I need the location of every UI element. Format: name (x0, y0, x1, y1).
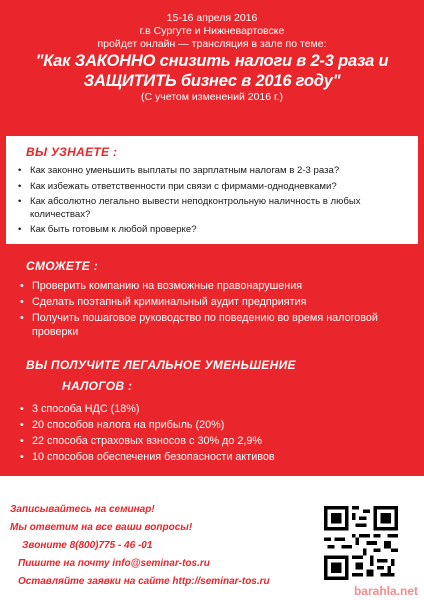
learn-title: ВЫ УЗНАЕТЕ : (26, 145, 118, 159)
learn-item: • Как законно уменьшить выплаты по зарплатным налогам в 2-3 раза? (18, 165, 414, 178)
qr-code-icon[interactable] (324, 506, 398, 580)
learn-list (18, 165, 414, 240)
receive-item: • 20 способов налога на прибыль (20%) (20, 418, 414, 432)
receive-title: ВЫ ПОЛУЧИТЕ ЛЕГАЛЬНОЕ УМЕНЬШЕНИЕ (26, 358, 296, 372)
learn-item: • Как избежать ответственности при связи с фирмами-однодневками? (18, 181, 414, 194)
receive-list (20, 402, 414, 466)
receive-item: • 22 способа страховых взносов с 30% до 2,9% (20, 434, 414, 448)
header (0, 12, 424, 104)
receive-title-2: НАЛОГОВ : (62, 379, 133, 393)
watermark: barahla.net (353, 584, 418, 598)
footer-panel (0, 476, 424, 600)
event-cities: г.в Сургуте и Нижневартовске (139, 25, 285, 37)
footer-signup: Записывайтесь на семинар! (10, 504, 155, 515)
learn-item: • Как быть готовым к любой проверке? (18, 224, 414, 237)
learn-item: • Как абсолютно легально вывести неподконтрольную наличность в любых количествах? (18, 196, 414, 221)
able-list (20, 279, 414, 341)
footer-answer: Мы ответим на все ваши вопросы! (10, 522, 193, 533)
headline-line-1: "Как ЗАКОННО снизить налоги в 2-3 раза и (35, 52, 389, 70)
receive-item: • 3 способа НДС (18%) (20, 402, 414, 416)
footer-phone[interactable]: Звоните 8(800)775 - 46 -01 (22, 540, 153, 551)
able-item: • Получить пошаговое руководство по поведению во время налоговой проверки (20, 311, 414, 339)
headline-subtitle: (С учетом изменений 2016 г.) (141, 91, 283, 103)
headline-line-2: ЗАЩИТИТЬ бизнес в 2016 году" (83, 72, 341, 90)
event-date: 15-16 апреля 2016 (166, 12, 258, 24)
able-item: • Сделать поэтапный криминальный аудит предприятия (20, 295, 414, 309)
footer-email[interactable]: Пишите на почту info@seminar-tos.ru (18, 558, 210, 569)
able-title: СМОЖЕТЕ : (26, 259, 99, 273)
broadcast-note: пройдет онлайн — трансляция в зале по теме: (97, 38, 327, 50)
able-item: • Проверить компанию на возможные правонарушения (20, 279, 414, 293)
footer-website[interactable]: Оставляйте заявки на сайте http://seminar-tos.ru (18, 576, 270, 587)
receive-item: • 10 способов обеспечения безопасности активов (20, 450, 414, 464)
